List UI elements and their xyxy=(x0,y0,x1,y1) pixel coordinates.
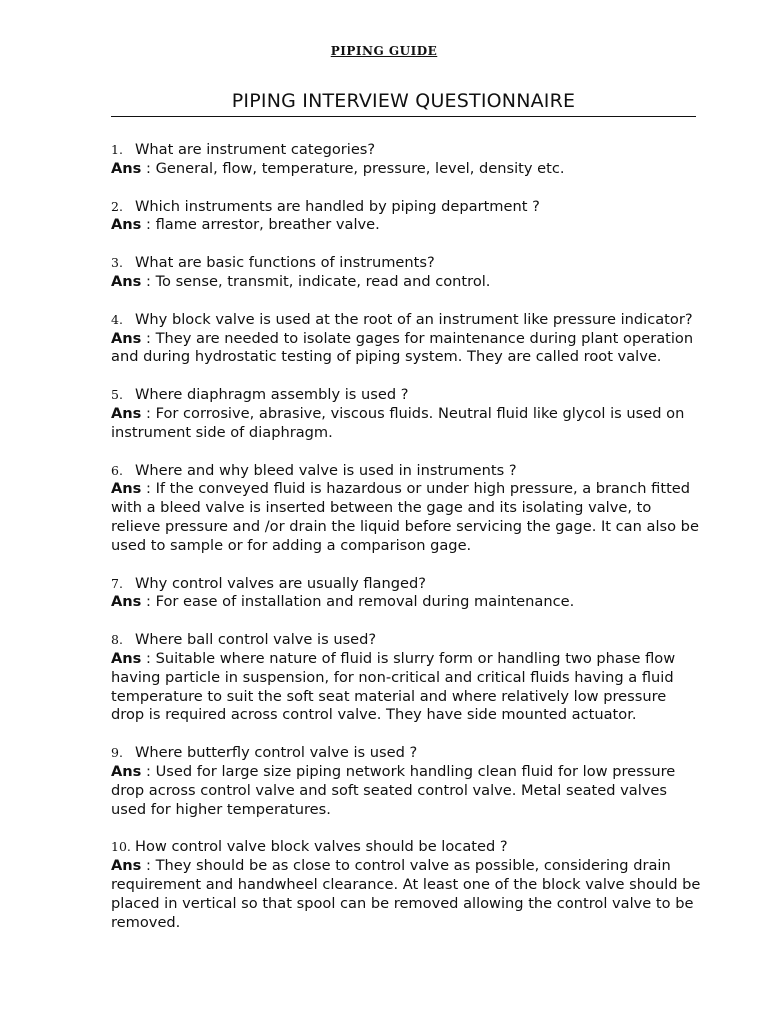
answer-text: Suitable where nature of fluid is slurry form or handling two phase flow having particle in suspension, for non-critical and critical fluids having a fluid temperature to suit the soft seat material and where relatively low pressure drop is required across control valve. They have side mounted actuator. xyxy=(111,649,676,724)
qa-item xyxy=(111,311,701,367)
answer-text: They are needed to isolate gages for maintenance during plant operation and during hydrostatic testing of piping system. They are called root valve. xyxy=(111,329,694,366)
question-number: 8. xyxy=(111,632,123,648)
answer-text: flame arrestor, breather valve. xyxy=(155,216,380,234)
answer: Ans : Suitable where nature of fluid is slurry form or handling two phase flow having particle in suspension, for non-critical and critical fluids having a fluid temperature to suit the soft seat material and where relatively low pressure drop is required across control valve. They have side mounted actuator. xyxy=(111,649,676,724)
question xyxy=(111,631,701,650)
answer: Ans : To sense, transmit, indicate, read and control. xyxy=(111,272,491,290)
answer: Ans : General, flow, temperature, pressure, level, density etc. xyxy=(111,159,565,177)
answer-text: For ease of installation and removal during maintenance. xyxy=(155,593,575,611)
question xyxy=(111,838,701,857)
question-number: 5. xyxy=(111,387,123,403)
answer-label: Ans xyxy=(111,329,142,347)
answer-text: General, flow, temperature, pressure, level, density etc. xyxy=(155,159,565,177)
qa-item xyxy=(111,838,701,932)
question-text: Where butterfly control valve is used ? xyxy=(135,744,418,762)
answer-label: Ans xyxy=(111,159,142,177)
question-text: Why block valve is used at the root of an instrument like pressure indicator? xyxy=(135,310,693,328)
answer: Ans : For ease of installation and removal during maintenance. xyxy=(111,593,575,611)
answer: Ans : If the conveyed fluid is hazardous or under high pressure, a branch fitted with a bleed valve is inserted between the gage and its isolating valve, to relieve pressure and /or drain the liquid before servicing the gage. It can also be used to sample or for adding a comparison gage. xyxy=(111,480,699,554)
qa-list xyxy=(111,141,701,932)
question-number: 3. xyxy=(111,255,123,271)
question-number: 2. xyxy=(111,198,123,214)
answer-label: Ans xyxy=(111,272,142,290)
question-text: What are basic functions of instruments? xyxy=(135,254,435,272)
answer-label: Ans xyxy=(111,762,142,780)
qa-item xyxy=(111,575,701,613)
question xyxy=(111,311,701,330)
qa-item xyxy=(111,462,701,556)
answer-label: Ans xyxy=(111,216,142,234)
page-header: PIPING GUIDE xyxy=(330,44,438,58)
question-number: 1. xyxy=(111,142,123,157)
answer-label: Ans xyxy=(111,857,142,875)
answer-text: Used for large size piping network handling clean fluid for low pressure drop across control valve and soft seated control valve. Metal seated valves used for higher temperatures. xyxy=(111,762,676,818)
question-number: 4. xyxy=(111,311,123,327)
answer: Ans : They should be as close to control valve as possible, considering drain requirement and handwheel clearance. At least one of the block valve should be placed in vertical so that spool can be removed allowing the control valve to be removed. xyxy=(111,857,701,931)
question-text: Where and why bleed valve is used in instruments ? xyxy=(135,461,517,479)
answer-text: To sense, transmit, indicate, read and control. xyxy=(155,272,491,290)
answer-text: They should be as close to control valve as possible, considering drain requirement and handwheel clearance. At least one of the block valve should be placed in vertical so that spool can be removed allowing the control valve to be removed. xyxy=(111,857,701,931)
qa-item xyxy=(111,198,701,236)
qa-item xyxy=(111,744,701,819)
question-text: How control valve block valves should be located ? xyxy=(135,838,508,856)
question-text: Where diaphragm assembly is used ? xyxy=(135,386,409,404)
question-number: 6. xyxy=(111,462,123,478)
answer-label: Ans xyxy=(111,404,142,422)
qa-item xyxy=(111,254,701,292)
page-title: PIPING INTERVIEW QUESTIONNAIRE xyxy=(111,90,696,117)
answer: Ans : They are needed to isolate gages for maintenance during plant operation and during hydrostatic testing of piping system. They are called root valve. xyxy=(111,329,694,366)
answer-label: Ans xyxy=(111,649,142,667)
qa-item xyxy=(111,141,701,179)
question xyxy=(111,462,701,481)
question xyxy=(111,254,701,273)
question-number: 9. xyxy=(111,745,123,761)
question-text: Where ball control valve is used? xyxy=(135,631,377,649)
question-text: Which instruments are handled by piping department ? xyxy=(135,197,540,215)
question xyxy=(111,575,701,594)
question-number: 7. xyxy=(111,575,123,591)
answer-label: Ans xyxy=(111,480,142,498)
question-text: Why control valves are usually flanged? xyxy=(135,574,426,592)
answer: Ans : For corrosive, abrasive, viscous fluids. Neutral fluid like glycol is used on instrument side of diaphragm. xyxy=(111,404,685,441)
question xyxy=(111,744,701,763)
answer-text: If the conveyed fluid is hazardous or under high pressure, a branch fitted with a bleed valve is inserted between the gage and its isolating valve, to relieve pressure and /or drain the liquid before servicing the gage. It can also be used to sample or for adding a comparison gage. xyxy=(111,480,699,554)
answer: Ans : flame arrestor, breather valve. xyxy=(111,216,380,234)
qa-item xyxy=(111,631,701,725)
question xyxy=(111,198,701,217)
answer-text: For corrosive, abrasive, viscous fluids. Neutral fluid like glycol is used on instrument side of diaphragm. xyxy=(111,404,685,441)
question xyxy=(111,386,701,405)
answer: Ans : Used for large size piping network handling clean fluid for low pressure drop across control valve and soft seated control valve. Metal seated valves used for higher temperatures. xyxy=(111,762,676,818)
qa-item xyxy=(111,386,701,442)
answer-label: Ans xyxy=(111,593,142,611)
question-number: 10. xyxy=(111,839,131,855)
question xyxy=(111,141,701,160)
question-text: What are instrument categories? xyxy=(135,141,376,158)
